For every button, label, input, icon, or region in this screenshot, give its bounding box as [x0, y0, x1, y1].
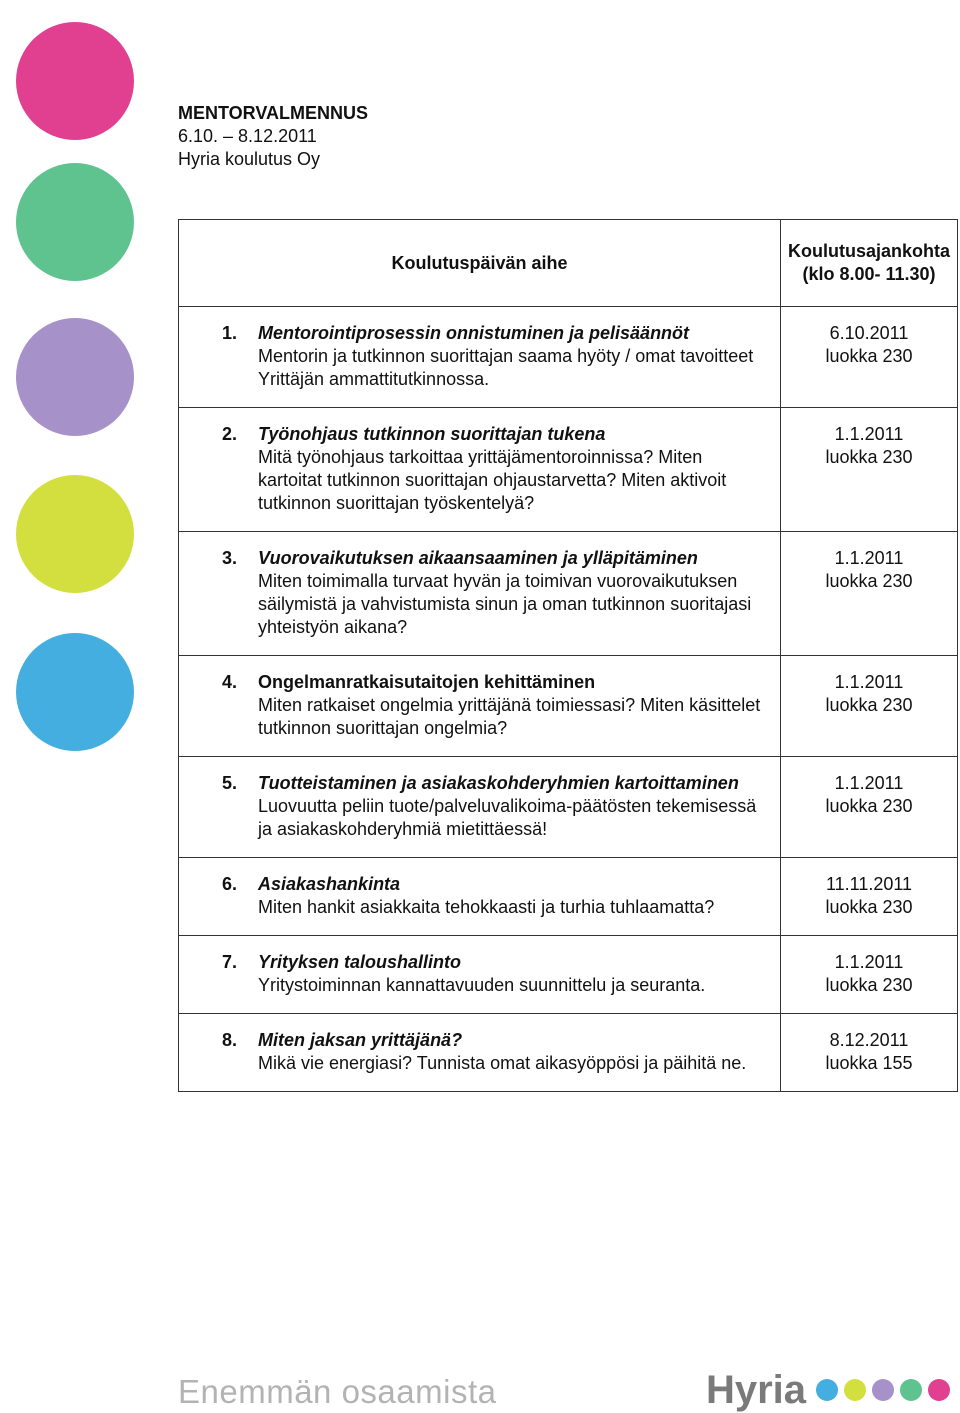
decorative-circle-pink [16, 22, 134, 140]
organizer: Hyria koulutus Oy [178, 149, 321, 169]
time-cell [781, 757, 958, 858]
session-date: 11.11.2011 [825, 874, 913, 894]
topic-cell [179, 307, 781, 408]
session-room: luokka 230 [825, 975, 913, 995]
topic-title: Asiakashankinta [258, 874, 401, 894]
table-row [179, 408, 958, 532]
topic-cell [179, 1014, 781, 1092]
logo-dot-purple [872, 1379, 894, 1401]
table-row [179, 532, 958, 656]
session-date: 6.10.2011 [829, 323, 909, 343]
time-cell [781, 858, 958, 936]
document-header [178, 102, 368, 171]
topic-title: Miten jaksan yrittäjänä? [258, 1030, 463, 1050]
table-row [179, 858, 958, 936]
table-row [179, 1014, 958, 1092]
topic-description: Miten toimimalla turvaat hyvän ja toimivan vuorovaikutuksen säilymistä ja vahvistumista sinun ja oman tutkinnon suoritajasi yhteistyön aikana? [258, 571, 752, 637]
topic-cell [179, 936, 781, 1014]
course-dates: 6.10. – 8.12.2011 [178, 126, 317, 146]
topic-number: 8. [222, 1030, 238, 1050]
schedule-table [178, 219, 958, 1092]
topic-cell [179, 656, 781, 757]
topic-description: Mikä vie energiasi? Tunnista omat aikasyöppösi ja päihitä ne. [258, 1053, 747, 1073]
topic-number: 4. [222, 672, 238, 692]
time-cell [781, 408, 958, 532]
logo-dot-green [900, 1379, 922, 1401]
logo-dot-yellow [844, 1379, 866, 1401]
topic-cell [179, 858, 781, 936]
document-title: MENTORVALMENNUS [178, 103, 369, 123]
time-cell [781, 656, 958, 757]
logo-wordmark: Hyria [705, 1368, 806, 1412]
topic-description: Yritystoiminnan kannattavuuden suunnittelu ja seuranta. [258, 975, 706, 995]
logo-dot-blue [816, 1379, 838, 1401]
table-row [179, 307, 958, 408]
topic-number: 5. [222, 773, 238, 793]
column-header-topic: Koulutuspäivän aihe [179, 220, 781, 307]
session-room: luokka 230 [825, 695, 913, 715]
decorative-circle-yellow [16, 475, 134, 593]
topic-cell [179, 408, 781, 532]
table-row [179, 757, 958, 858]
time-cell [781, 1014, 958, 1092]
decorative-circle-green [16, 163, 134, 281]
footer-slogan: Enemmän osaamista [178, 1373, 497, 1410]
topic-title: Ongelmanratkaisutaitojen kehittäminen [258, 672, 596, 692]
topic-title: Vuorovaikutuksen aikaansaaminen ja ylläpitäminen [258, 548, 698, 568]
session-date: 8.12.2011 [829, 1030, 909, 1050]
topic-cell [179, 532, 781, 656]
topic-description: Miten ratkaiset ongelmia yrittäjänä toimiessasi? Miten käsittelet tutkinnon suorittajan ongelmia? [258, 695, 761, 738]
topic-description: Mentorin ja tutkinnon suorittajan saama hyöty / omat tavoitteet Yrittäjän ammattitutkinnossa. [258, 346, 754, 389]
topic-cell [179, 757, 781, 858]
session-date: 1.1.2011 [834, 424, 904, 444]
topic-number: 3. [222, 548, 238, 568]
topic-description: Luovuutta peliin tuote/palveluvalikoima-päätösten tekemisessä ja asiakaskohderyhmiä mietittäessä! [258, 796, 757, 839]
session-room: luokka 230 [825, 796, 913, 816]
topic-number: 6. [222, 874, 238, 894]
session-date: 1.1.2011 [834, 672, 904, 692]
session-room: luokka 230 [825, 571, 913, 591]
logo-dot-pink [928, 1379, 950, 1401]
topic-number: 7. [222, 952, 238, 972]
time-cell [781, 532, 958, 656]
time-cell [781, 307, 958, 408]
table-header-row [179, 220, 958, 307]
topic-description: Mitä työnohjaus tarkoittaa yrittäjämentoroinnissa? Miten kartoitat tutkinnon suorittajan ohjaustarvetta? Miten aktivoit tutkinnon suorittajan työskentelyä? [258, 447, 727, 513]
decorative-circle-purple [16, 318, 134, 436]
topic-number: 1. [222, 323, 238, 343]
decorative-circle-blue [16, 633, 134, 751]
session-date: 1.1.2011 [834, 548, 904, 568]
topic-title: Tuotteistaminen ja asiakaskohderyhmien kartoittaminen [258, 773, 739, 793]
session-date: 1.1.2011 [834, 952, 904, 972]
hyria-logo [706, 1368, 950, 1412]
table-row [179, 656, 958, 757]
session-date: 1.1.2011 [834, 773, 904, 793]
session-room: luokka 155 [825, 1053, 913, 1073]
topic-title: Mentorointiprosessin onnistuminen ja pelisäännöt [258, 323, 690, 343]
time-cell [781, 936, 958, 1014]
column-header-time: Koulutusajankohta (klo 8.00- 11.30) [781, 220, 958, 307]
topic-description: Miten hankit asiakkaita tehokkaasti ja turhia tuhlaamatta? [258, 897, 715, 917]
topic-title: Työnohjaus tutkinnon suorittajan tukena [258, 424, 606, 444]
table-row [179, 936, 958, 1014]
session-room: luokka 230 [825, 346, 913, 366]
topic-number: 2. [222, 424, 238, 444]
session-room: luokka 230 [825, 897, 913, 917]
session-room: luokka 230 [825, 447, 913, 467]
topic-title: Yrityksen taloushallinto [258, 952, 462, 972]
